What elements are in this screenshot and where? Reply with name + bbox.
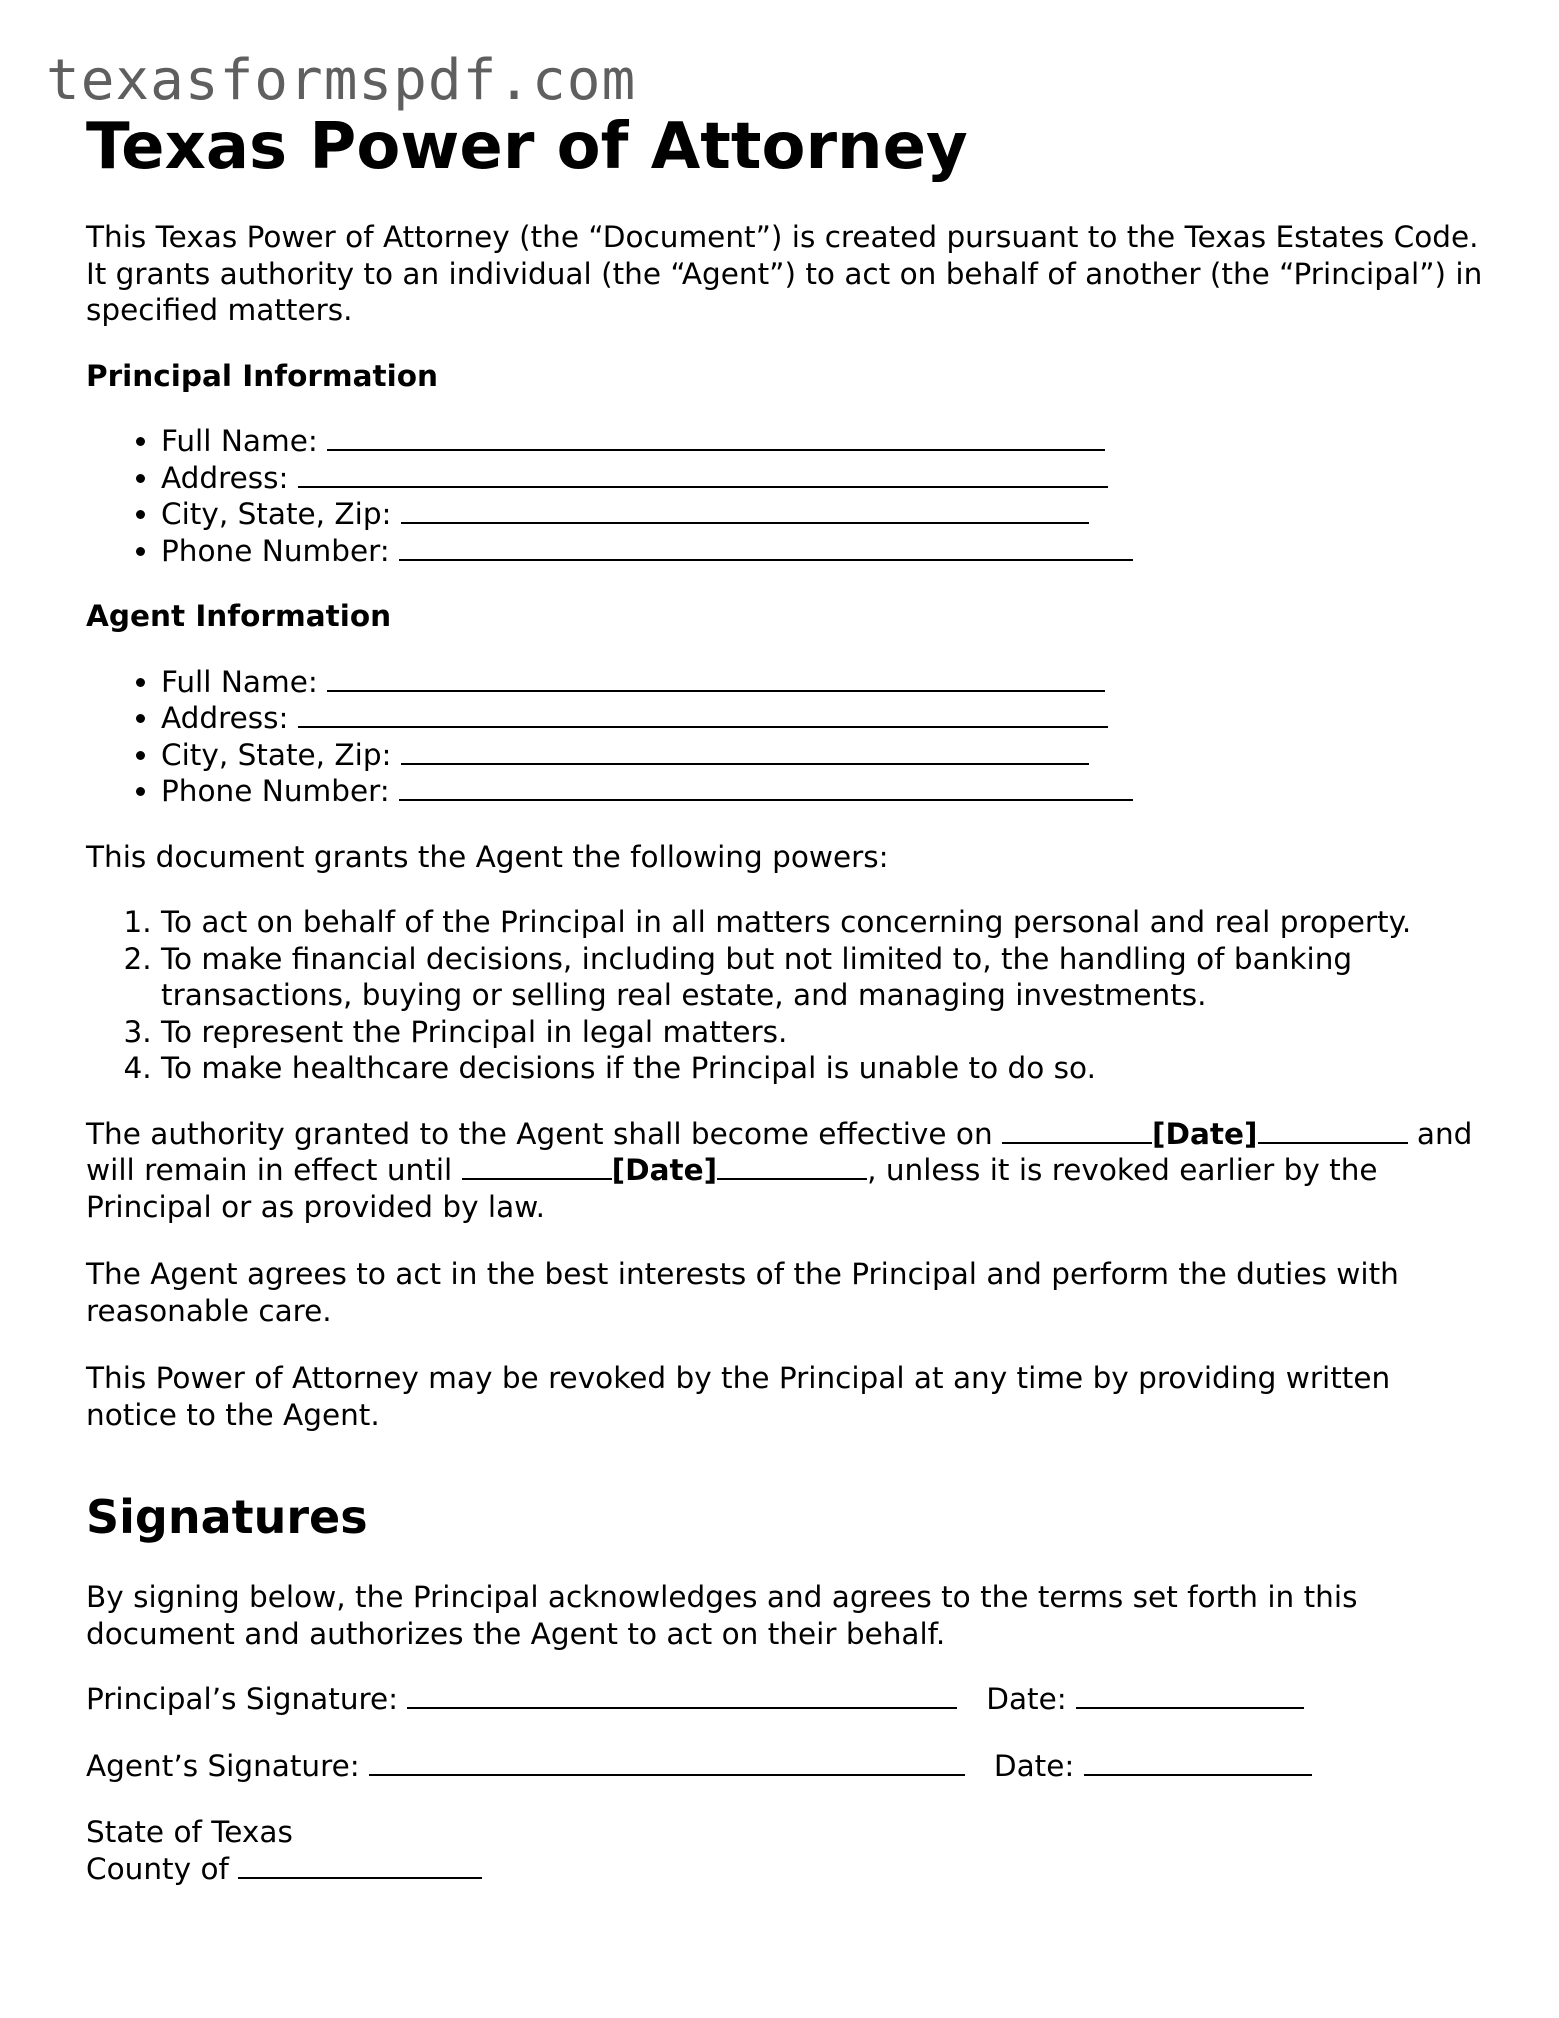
principal-address-field[interactable] <box>298 460 1108 488</box>
field-label: City, State, Zip: <box>161 497 392 531</box>
field-label: Phone Number: <box>161 533 390 568</box>
field-label: Full Name: <box>161 664 318 699</box>
agent-phone-field[interactable] <box>399 773 1133 801</box>
powers-list <box>86 904 1486 1087</box>
agent-full-name-field[interactable] <box>327 664 1105 692</box>
agent-signature-label: Agent’s Signature: <box>86 1748 360 1783</box>
agent-city-state-zip-item <box>161 737 1486 774</box>
agent-signature-line <box>86 1748 1486 1785</box>
intro-paragraph: This Texas Power of Attorney (the “Document”) is created pursuant to the Texas Estates Code. It grants authority to an individual (the “Agent”) to act on behalf of another (the “Principal”) in specified matters. <box>86 220 1483 327</box>
effective-text-2: and will remain in effect until <box>86 1116 1473 1187</box>
agent-address-item <box>161 700 1486 737</box>
principal-phone-field[interactable] <box>399 533 1133 561</box>
document-title: Texas Power of Attorney <box>86 110 968 184</box>
principal-date-label: Date: <box>986 1682 1067 1716</box>
county-label: County of <box>86 1851 229 1886</box>
agent-date-label: Date: <box>993 1748 1075 1783</box>
principal-info-list <box>86 423 1486 569</box>
principal-address-item <box>161 460 1486 497</box>
principal-date-field[interactable] <box>1076 1681 1304 1709</box>
effective-end-date-field[interactable] <box>462 1152 867 1189</box>
signatures-heading: Signatures <box>86 1490 368 1544</box>
agent-address-field[interactable] <box>298 700 1108 728</box>
date-placeholder: [Date] <box>611 1153 718 1187</box>
agent-signature-field[interactable] <box>369 1748 965 1776</box>
document-page <box>86 105 1486 1887</box>
revoke-paragraph: This Power of Attorney may be revoked by the Principal at any time by providing written notice to the Agent. <box>86 1361 1391 1432</box>
principal-full-name-field[interactable] <box>327 423 1105 451</box>
agent-full-name-item <box>161 664 1486 701</box>
effective-text-1: The authority granted to the Agent shall become effective on <box>86 1116 993 1151</box>
field-label: Address: <box>161 460 289 495</box>
principal-info-heading: Principal Information <box>86 358 439 393</box>
blank-line <box>462 1152 612 1180</box>
powers-intro: This document grants the Agent the following powers: <box>86 839 889 874</box>
principal-signature-label: Principal’s Signature: <box>86 1682 399 1716</box>
agent-date-field[interactable] <box>1084 1748 1312 1776</box>
field-label: City, State, Zip: <box>161 737 392 772</box>
county-field[interactable] <box>238 1851 482 1879</box>
county-line <box>86 1851 1486 1888</box>
agent-city-state-zip-field[interactable] <box>401 737 1089 765</box>
field-label: Full Name: <box>161 424 318 458</box>
agent-info-heading: Agent Information <box>86 599 392 633</box>
blank-line <box>1002 1116 1152 1144</box>
field-label: Phone Number: <box>161 774 390 808</box>
effective-start-date-field[interactable] <box>1002 1116 1407 1153</box>
date-placeholder: [Date] <box>1152 1116 1258 1151</box>
effective-paragraph <box>86 1116 1486 1226</box>
state-label: State of Texas <box>86 1815 293 1849</box>
power-item: 1. To act on behalf of the Principal in all matters concerning personal and real property. <box>161 904 1486 941</box>
principal-signature-line <box>86 1681 1486 1718</box>
effective-text-3: , unless it is revoked earlier by the Principal or as provided by law. <box>86 1153 1378 1224</box>
signatures-intro: By signing below, the Principal acknowledges and agrees to the terms set forth in this document and authorizes the Agent to act on their behalf. <box>86 1580 1358 1651</box>
agent-info-list <box>86 664 1486 810</box>
principal-full-name-item <box>161 423 1486 460</box>
principal-city-state-zip-field[interactable] <box>401 496 1089 524</box>
watermark: texasformspdf.com <box>46 48 637 113</box>
duty-paragraph: The Agent agrees to act in the best interests of the Principal and perform the duties with reasonable care. <box>86 1257 1399 1328</box>
power-item: 2. To make financial decisions, including but not limited to, the handling of banking transactions, buying or selling real estate, and managing investments. <box>161 941 1486 1014</box>
power-item: 3. To represent the Principal in legal matters. <box>161 1014 1486 1051</box>
field-label: Address: <box>161 701 289 735</box>
principal-signature-field[interactable] <box>407 1681 957 1709</box>
power-item: 4. To make healthcare decisions if the Principal is unable to do so. <box>161 1050 1486 1087</box>
agent-phone-item <box>161 773 1486 810</box>
blank-line <box>717 1152 867 1180</box>
blank-line <box>1258 1116 1408 1144</box>
principal-phone-item <box>161 533 1486 570</box>
principal-city-state-zip-item <box>161 496 1486 533</box>
